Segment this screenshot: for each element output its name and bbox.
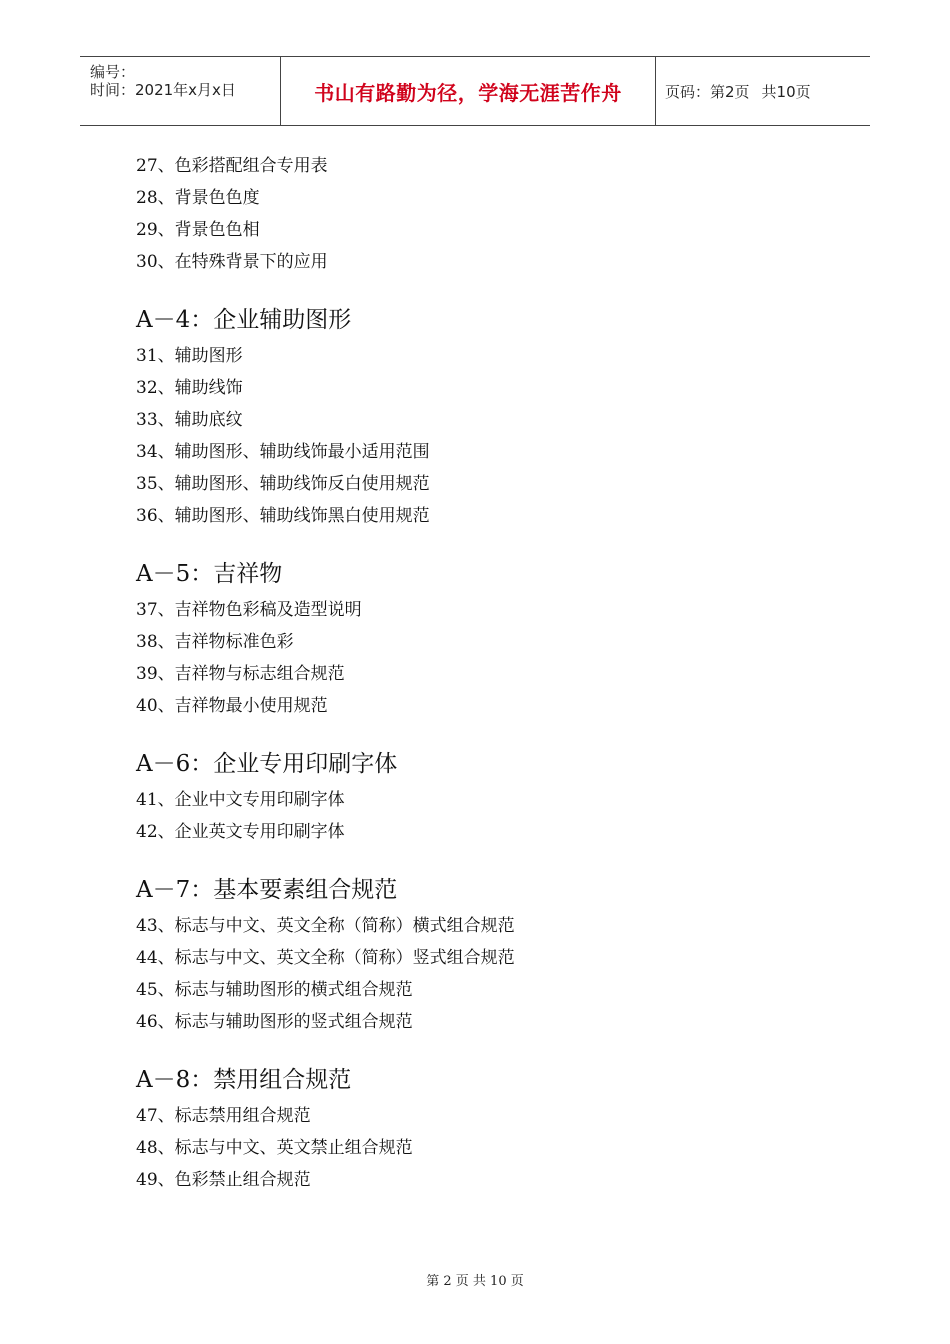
list-item: 39、吉祥物与标志组合规范 xyxy=(136,664,345,684)
list-item: 43、标志与中文、英文全称（简称）横式组合规范 xyxy=(136,916,515,936)
section-heading: A－8：禁用组合规范 xyxy=(136,1067,352,1093)
list-item: 40、吉祥物最小使用规范 xyxy=(136,696,328,716)
motto-text: 书山有路勤为径，学海无涯苦作舟 xyxy=(314,80,622,105)
list-item: 36、辅助图形、辅助线饰黑白使用规范 xyxy=(136,506,430,526)
header-page-cell xyxy=(655,57,880,125)
list-item: 38、吉祥物标准色彩 xyxy=(136,632,294,652)
page-footer: 第 2 页 共 10 页 xyxy=(426,1274,524,1289)
list-item: 31、辅助图形 xyxy=(136,346,243,366)
list-item: 32、辅助线饰 xyxy=(136,378,243,398)
page-header xyxy=(80,56,870,126)
section-heading: A－4：企业辅助图形 xyxy=(136,307,352,333)
header-motto-cell xyxy=(280,57,656,125)
header-meta xyxy=(80,57,280,125)
list-item: 29、背景色色相 xyxy=(136,220,260,240)
list-item: 27、色彩搭配组合专用表 xyxy=(136,156,328,176)
list-item: 47、标志禁用组合规范 xyxy=(136,1106,311,1126)
total-label: 共10页 xyxy=(761,82,811,101)
document-body xyxy=(136,150,836,1196)
list-item: 45、标志与辅助图形的横式组合规范 xyxy=(136,980,413,1000)
list-item: 37、吉祥物色彩稿及造型说明 xyxy=(136,600,362,620)
list-item: 30、在特殊背景下的应用 xyxy=(136,252,328,272)
section-heading: A－7：基本要素组合规范 xyxy=(136,877,398,903)
list-item: 33、辅助底纹 xyxy=(136,410,243,430)
list-item: 34、辅助图形、辅助线饰最小适用范围 xyxy=(136,442,430,462)
list-item: 48、标志与中文、英文禁止组合规范 xyxy=(136,1138,413,1158)
time-label: 时间：2021年x月x日 xyxy=(90,81,236,99)
section-heading: A－5：吉祥物 xyxy=(136,561,283,587)
list-item: 49、色彩禁止组合规范 xyxy=(136,1170,311,1190)
number-label: 编号： xyxy=(90,63,136,81)
list-item: 41、企业中文专用印刷字体 xyxy=(136,790,345,810)
list-item: 46、标志与辅助图形的竖式组合规范 xyxy=(136,1012,413,1032)
list-item: 28、背景色色度 xyxy=(136,188,260,208)
section-heading: A－6：企业专用印刷字体 xyxy=(136,751,398,777)
page-label: 页码：第2页 xyxy=(665,82,750,101)
list-item: 42、企业英文专用印刷字体 xyxy=(136,822,345,842)
list-item: 44、标志与中文、英文全称（简称）竖式组合规范 xyxy=(136,948,515,968)
list-item: 35、辅助图形、辅助线饰反白使用规范 xyxy=(136,474,430,494)
